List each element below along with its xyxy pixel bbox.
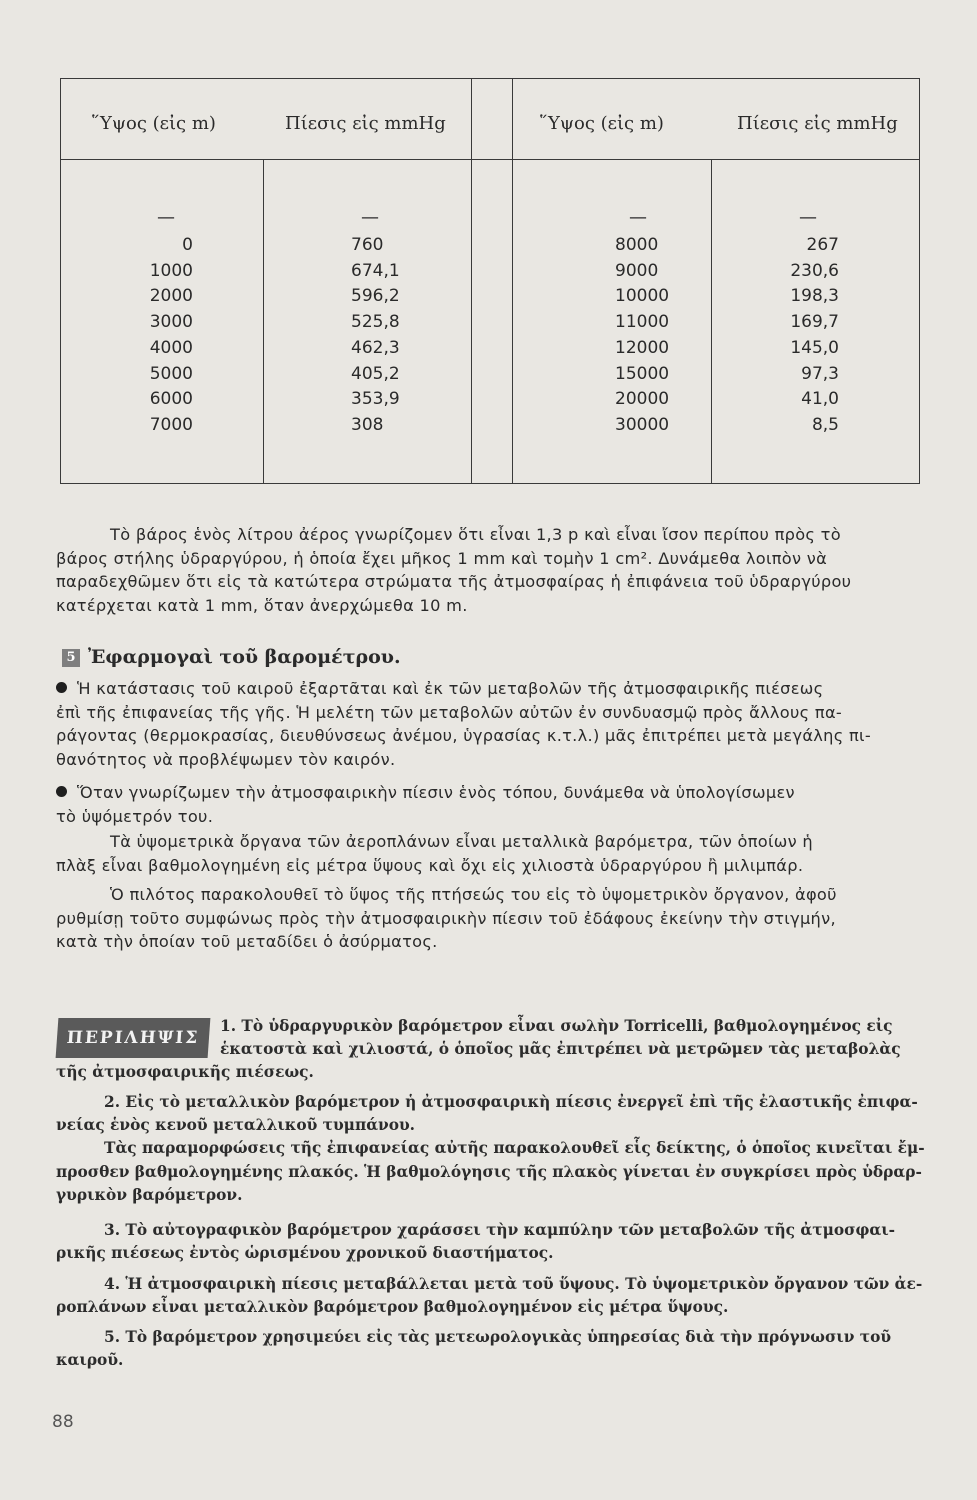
- text-line: ρικῆς πιέσεως ἐντὸς ὡρισμένου χρονικοῦ διαστήματος.: [56, 1244, 554, 1263]
- text-line: παραδεχθῶμεν ὅτι εἰς τὰ κατώτερα στρώματα τῆς ἀτμοσφαίρας ἡ ἐπιφάνεια τοῦ ὑδραργύρου: [56, 572, 852, 592]
- table-cell: 15000: [615, 363, 670, 384]
- text-line: 3. Τὸ αὐτογραφικὸν βαρόμετρον χαράσσει τὴν καμπύλην τῶν μεταβολῶν τῆς ἀτμοσφαι-: [104, 1221, 896, 1239]
- table-cell: 308: [351, 414, 384, 435]
- text-line: Ὁ πιλότος παρακολουθεῖ τὸ ὕψος τῆς πτήσεώς του εἰς τὸ ὑψομετρικὸν ὄργανον, ἀφοῦ: [110, 885, 837, 904]
- text-line: ράγοντας (θερμοκρασίας, διευθύνσεως ἀνέμου, ὑγρασίας κ.τ.λ.) μᾶς ἐπιτρέπει μετὰ μεγάλης πι-: [56, 726, 871, 746]
- text-line: Ἡ κατάστασις τοῦ καιροῦ ἐξαρτᾶται καὶ ἐκ τῶν μεταβολῶν τῆς ἀτμοσφαιρικῆς πιέσεως: [56, 677, 924, 701]
- bullet-paragraph-2: [56, 781, 924, 828]
- pressure-altitude-table: [60, 78, 920, 484]
- table-cell: 2000: [149, 286, 193, 307]
- text-line: ἐπὶ τῆς ἐπιφανείας τῆς γῆς. Ἡ μελέτη τῶν μεταβολῶν αὐτῶν ἐν συνδυασμῷ πρὸς ἄλλους πα-: [56, 702, 843, 722]
- table-column-divider: [263, 159, 264, 483]
- table-cell: 8000: [615, 235, 659, 255]
- text-line: 4. Ἡ ἀτμοσφαιρικὴ πίεσις μεταβάλλεται μετὰ τοῦ ὕψους. Τὸ ὑψομετρικὸν ὄργανον τῶν ἀε-: [104, 1275, 923, 1293]
- text-line: 1. Τὸ ὑδραργυρικὸν βαρόμετρον εἶναι σωλὴν Torricelli, βαθμολογημένος εἰς: [220, 1017, 893, 1035]
- bullet-icon: [56, 682, 67, 693]
- table-cell: 198,3: [790, 286, 839, 307]
- bullet-paragraph-1: [56, 677, 924, 771]
- table-dash: —: [629, 207, 647, 228]
- table-cell: 3000: [149, 312, 193, 333]
- table-cell: 353,9: [351, 389, 400, 410]
- text-line: Τὸ βάρος ἑνὸς λίτρου ἀέρος γνωρίζομεν ὅτι εἶναι 1,3 p καὶ εἶναι ἴσον περίπου πρὸς τὸ: [110, 525, 841, 544]
- table-cell: 760: [351, 235, 384, 255]
- table-header-altitude-1: ῞Υψος (εἰς m): [91, 113, 216, 134]
- table-cell: 20000: [615, 389, 670, 410]
- section-title: [62, 646, 401, 668]
- table-cell: 8,5: [811, 414, 839, 435]
- summary-item-1: [56, 1015, 924, 1085]
- text-line: βάρος στήλης ὑδραργύρου, ἡ ὁποία ἔχει μῆκος 1 mm καὶ τομὴν 1 cm². Δυνάμεθα λοιπὸν νὰ: [56, 548, 828, 568]
- text-line: ἑκατοστὰ καὶ χιλιοστά, ὁ ὁποῖος μᾶς ἐπιτρέπει νὰ μετρῶμεν τὰς μεταβολὰς: [220, 1040, 901, 1059]
- text-line: τῆς ἀτμοσφαιρικῆς πιέσεως.: [56, 1063, 314, 1082]
- table-dash: —: [361, 207, 379, 228]
- table-cell: 0: [182, 235, 193, 255]
- text-line: κατὰ τὴν ὁποίαν τοῦ μεταδίδει ὁ ἀσύρματος.: [56, 932, 438, 952]
- summary-item-5: [56, 1326, 924, 1372]
- section-number-badge: 5: [62, 649, 80, 667]
- text-line: 2. Εἰς τὸ μεταλλικὸν βαρόμετρον ἡ ἀτμοσφαιρικὴ πίεσις ἐνεργεῖ ἐπὶ τῆς ἐλαστικῆς ἐπιφα-: [104, 1093, 918, 1111]
- table-dash: —: [157, 207, 175, 228]
- summary-item-3: [56, 1219, 924, 1265]
- table-cell: 41,0: [801, 389, 839, 410]
- table-column-altitude-1: [150, 233, 193, 439]
- table-cell: 7000: [149, 414, 193, 435]
- table-cell: 11000: [615, 312, 670, 333]
- table-column-altitude-2: [615, 233, 669, 439]
- text-line: ροπλάνων εἶναι μεταλλικὸν βαρόμετρον βαθμολογημένον εἰς μέτρα ὕψους.: [56, 1298, 729, 1317]
- table-cell: 169,7: [790, 312, 839, 333]
- table-cell: 30000: [615, 414, 670, 435]
- text-line: ρυθμίσῃ τοῦτο συμφώνως πρὸς τὴν ἀτμοσφαιρικὴν πίεσιν τοῦ ἐδάφους ἐκείνην τὴν στιγμήν,: [56, 908, 836, 928]
- text-line: Τὰς παραμορφώσεις τῆς ἐπιφανείας αὐτῆς παρακολουθεῖ εἷς δείκτης, ὁ ὁποῖος κινεῖται ἔμ-: [104, 1139, 925, 1158]
- text-line: καιροῦ.: [56, 1351, 124, 1370]
- table-cell: 267: [806, 235, 839, 255]
- summary-badge: ΠΕΡΙΛΗΨΙΣ: [56, 1018, 211, 1058]
- table-cell: 674,1: [351, 260, 400, 281]
- summary-item-2: [56, 1091, 924, 1207]
- table-dash: —: [799, 207, 817, 228]
- text-line: 5. Τὸ βαρόμετρον χρησιμεύει εἰς τὰς μετεωρολογικὰς ὑπηρεσίας διὰ τὴν πρόγνωσιν τοῦ: [104, 1328, 892, 1346]
- table-header-altitude-2: ῞Υψος (εἰς m): [539, 113, 664, 134]
- table-cell: 230,6: [790, 260, 839, 281]
- table-cell: 525,8: [351, 312, 400, 333]
- table-column-pressure-1: [351, 233, 400, 439]
- intro-paragraph: [56, 523, 924, 617]
- table-cell: 405,2: [351, 363, 400, 384]
- text-line: πλὰξ εἶναι βαθμολογημένη εἰς μέτρα ὕψους καὶ ὄχι εἰς χιλιοστὰ ὑδραργύρου ἢ μιλιμπάρ.: [56, 855, 804, 875]
- table-cell: 12000: [615, 337, 670, 358]
- text-line: θανότητος νὰ προβλέψωμεν τὸν καιρόν.: [56, 749, 396, 769]
- table-column-pressure-2: [790, 233, 839, 439]
- table-cell: 10000: [615, 286, 670, 307]
- text-line: Ὅταν γνωρίζωμεν τὴν ἀτμοσφαιρικὴν πίεσιν ἑνὸς τόπου, δυνάμεθα νὰ ὑπολογίσωμεν: [56, 781, 924, 805]
- table-column-divider: [711, 159, 712, 483]
- table-header-pressure-1: Πίεσις εἰς mmHg: [285, 113, 446, 134]
- table-middle-divider: [471, 79, 513, 483]
- bullet-icon: [56, 786, 67, 797]
- text-line: προσθεν βαθμολογημένης πλακός. Ἡ βαθμολόγησις τῆς πλακὸς γίνεται ἐν συγκρίσει πρὸς ὑδραρ-: [56, 1162, 922, 1181]
- table-cell: 462,3: [351, 337, 400, 358]
- table-cell: 97,3: [801, 363, 839, 384]
- table-header-pressure-2: Πίεσις εἰς mmHg: [737, 113, 898, 134]
- summary-item-4: [56, 1273, 924, 1319]
- table-cell: 145,0: [790, 337, 839, 358]
- table-cell: 4000: [149, 337, 193, 358]
- altimeter-paragraph: [56, 830, 924, 877]
- table-cell: 6000: [149, 389, 193, 410]
- pilot-paragraph: [56, 883, 924, 954]
- table-cell: 596,2: [351, 286, 400, 307]
- text-line: κατέρχεται κατὰ 1 mm, ὅταν ἀνερχώμεθα 10 m.: [56, 595, 468, 615]
- text-line: τὸ ὑψόμετρόν του.: [56, 806, 214, 826]
- text-line: Τὰ ὑψομετρικὰ ὄργανα τῶν ἀεροπλάνων εἶναι μεταλλικὰ βαρόμετρα, τῶν ὁποίων ἡ: [110, 832, 813, 851]
- table-cell: 5000: [149, 363, 193, 384]
- page-number: 88: [52, 1412, 74, 1432]
- table-cell: 1000: [149, 260, 193, 281]
- section-title-text: Ἐφαρμογαὶ τοῦ βαρομέτρου.: [88, 646, 401, 668]
- table-cell: 9000: [615, 260, 659, 281]
- text-line: γυρικὸν βαρόμετρον.: [56, 1185, 243, 1204]
- text-line: νείας ἑνὸς κενοῦ μεταλλικοῦ τυμπάνου.: [56, 1116, 416, 1135]
